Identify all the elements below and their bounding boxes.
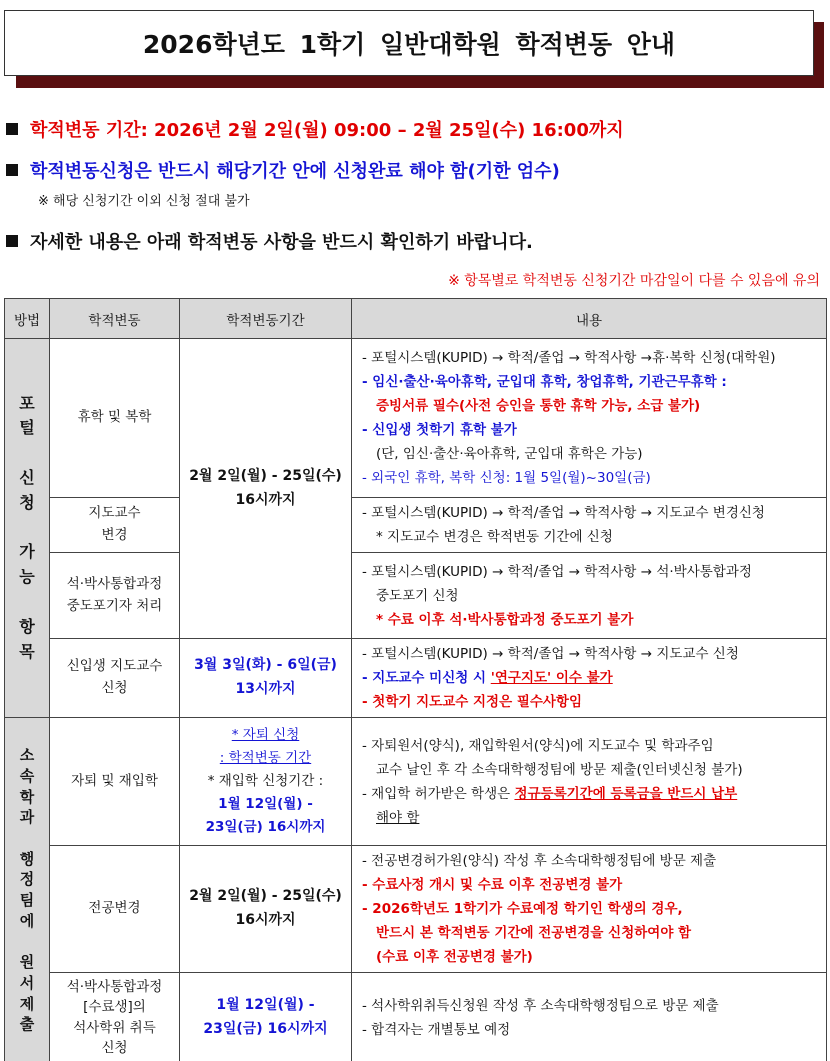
- notice-check-text: 자세한 내용은 아래 학적변동 사항을 반드시 확인하기 바랍니다.: [30, 232, 533, 253]
- status-change-table: [4, 298, 827, 1061]
- content-line: (수료 이후 전공변경 불가): [376, 949, 533, 966]
- header-method: 방법: [5, 299, 50, 339]
- table-row: [5, 846, 827, 973]
- row-content-integrated: [352, 553, 827, 639]
- content-line: 증빙서류 필수(사전 승인을 통한 휴학 가능, 소급 불가): [376, 397, 701, 414]
- page-title: 2026학년도 1학기 일반대학원 학적변동 안내: [4, 10, 814, 76]
- row-content-leave: [352, 339, 827, 498]
- content-text: 정규등록기간에 등록금을 반드시 납부: [514, 785, 738, 802]
- notice-deadline: [6, 157, 560, 183]
- period-masters: 1월 12일(월) - 23일(금) 16시까지: [180, 973, 352, 1061]
- period-line: 23일(금) 16시까지: [205, 818, 326, 835]
- row-name-withdraw: 자퇴 및 재입학: [50, 718, 180, 846]
- content-line: - 포털시스템(KUPID) → 학적/졸업 → 학적사항 → 석·박사통합과정: [362, 563, 752, 580]
- content-line: 중도포기 신청: [376, 587, 459, 604]
- header-change: 학적변동: [50, 299, 180, 339]
- content-line: - 수료사정 개시 및 수료 이후 전공변경 불가: [362, 877, 623, 894]
- period-line: * 자퇴 신청: [231, 727, 300, 744]
- row-content-major: [352, 846, 827, 973]
- row-name-advisor: 지도교수 변경: [50, 498, 180, 553]
- table-row: [5, 639, 827, 718]
- content-line: 교수 날인 후 각 소속대학행정팀에 방문 제출(인터넷신청 불가): [376, 761, 743, 778]
- title-banner: [4, 10, 824, 90]
- period-line: : 학적변동 기간: [219, 750, 312, 767]
- content-line: - 첫학기 지도교수 지정은 필수사항임: [362, 694, 583, 711]
- content-line: - 포털시스템(KUPID) → 학적/졸업 → 학적사항 →휴·복학 신청(대학원): [362, 349, 776, 366]
- table-row: [5, 553, 827, 639]
- content-text: - 재입학 허가받은 학생은: [362, 785, 515, 802]
- content-line: - 신입생 첫학기 휴학 불가: [362, 422, 517, 438]
- content-line: 해야 함: [376, 809, 420, 826]
- method-portal: 포 털 신 청 가 능 항 목: [5, 339, 50, 718]
- notice-deadline-text: 학적변동신청은 반드시 해당기간 안에 신청완료 해야 함(기한 엄수): [30, 161, 560, 182]
- shared-period: 2월 2일(월) - 25일(수) 16시까지: [180, 339, 352, 639]
- square-bullet-icon: [6, 123, 18, 135]
- period-withdraw: [180, 718, 352, 846]
- row-content-freshman-advisor: [352, 639, 827, 718]
- content-line: - 전공변경허가원(양식) 작성 후 소속대학행정팀에 방문 제출: [362, 853, 717, 870]
- notice-check: [6, 228, 533, 254]
- content-line: - 석사학위취득신청원 작성 후 소속대학행정팀으로 방문 제출: [362, 997, 719, 1014]
- period-freshman-advisor: 3월 3일(화) - 6일(금) 13시까지: [180, 639, 352, 718]
- period-line: * 재입학 신청기간 :: [207, 773, 324, 790]
- table-note: ※ 항목별로 학적변동 신청기간 마감일이 다를 수 있음에 유의: [448, 273, 820, 289]
- content-line: [362, 782, 818, 806]
- content-line: - 2026학년도 1학기가 수료예정 학기인 학생의 경우,: [362, 901, 683, 918]
- table-row: [5, 973, 827, 1061]
- content-line: - 합격자는 개별통보 예정: [362, 1021, 511, 1038]
- row-content-masters: [352, 973, 827, 1061]
- header-content: 내용: [352, 299, 827, 339]
- content-text: '연구지도' 이수 불가: [490, 670, 613, 687]
- row-name-masters: 석·박사통합과정 [수료생]의 석사학위 취득 신청: [50, 973, 180, 1061]
- content-text: - 지도교수 미신청 시: [362, 670, 491, 687]
- table-row: [5, 498, 827, 553]
- notice-period-text: 학적변동 기간: 2026년 2월 2일(월) 09:00 – 2월 25일(수) 16:00까지: [30, 120, 624, 141]
- content-line: [362, 666, 818, 690]
- content-line: - 포털시스템(KUPID) → 학적/졸업 → 학적사항 → 지도교수 신청: [362, 646, 739, 663]
- row-content-advisor: [352, 498, 827, 553]
- period-line: 1월 12일(월) -: [218, 796, 313, 813]
- content-line: - 자퇴원서(양식), 재입학원서(양식)에 지도교수 및 학과주임: [362, 737, 714, 754]
- row-name-freshman-advisor: 신입생 지도교수 신청: [50, 639, 180, 718]
- square-bullet-icon: [6, 235, 18, 247]
- content-line: (단, 임신·출산·육아휴학, 군입대 휴학은 가능): [376, 446, 643, 463]
- content-line: - 외국인 휴학, 복학 신청: 1월 5일(월)~30일(금): [362, 470, 651, 487]
- notice-deadline-sub: ※ 해당 신청기간 이외 신청 절대 불가: [38, 194, 250, 209]
- table-row: [5, 718, 827, 846]
- table-header-row: [5, 299, 827, 339]
- content-line: 반드시 본 학적변동 기간에 전공변경을 신청하여야 함: [376, 925, 692, 942]
- table-row: [5, 339, 827, 498]
- row-name-integrated: 석·박사통합과정 중도포기자 처리: [50, 553, 180, 639]
- period-major: 2월 2일(월) - 25일(수) 16시까지: [180, 846, 352, 973]
- row-name-leave: 휴학 및 복학: [50, 339, 180, 498]
- row-name-major: 전공변경: [50, 846, 180, 973]
- content-line: - 임신·출산·육아휴학, 군입대 휴학, 창업휴학, 기관근무휴학 :: [362, 373, 727, 390]
- method-office: 소 속 학 과 행 정 팀 에 원 서 제 출: [5, 718, 50, 1061]
- notice-period: [6, 116, 624, 142]
- header-period: 학적변동기간: [180, 299, 352, 339]
- content-line: * 지도교수 변경은 학적변동 기간에 신청: [376, 529, 613, 546]
- content-line: * 수료 이후 석·박사통합과정 중도포기 불가: [376, 611, 634, 628]
- square-bullet-icon: [6, 164, 18, 176]
- row-content-withdraw: [352, 718, 827, 846]
- content-line: - 포털시스템(KUPID) → 학적/졸업 → 학적사항 → 지도교수 변경신청: [362, 505, 765, 521]
